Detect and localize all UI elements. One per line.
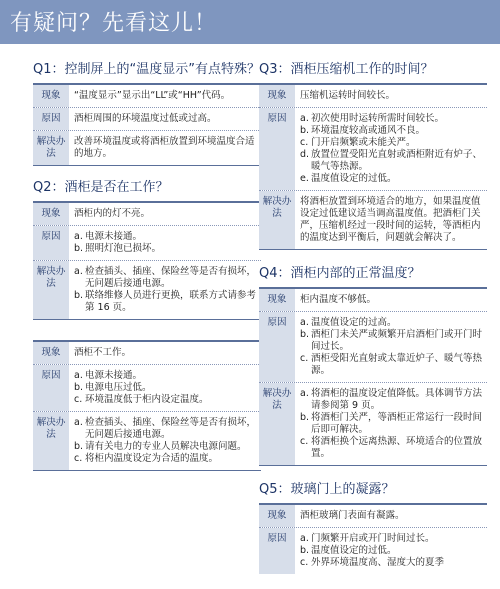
- q2-case2-cause-row: [33, 364, 261, 411]
- list-item: a. 将酒柜的温度设定值降低。具体调节方法请参阅第 9 页。: [300, 388, 483, 411]
- q4-causes: [295, 312, 487, 382]
- q4-solutions: [295, 383, 487, 465]
- left-column: [33, 62, 261, 471]
- q5-symptom-row: [259, 505, 487, 527]
- q2-title: Q2：酒柜是否在工作？: [33, 180, 169, 195]
- q2-case2-symptom: 酒柜不工作。: [74, 347, 132, 358]
- q3-symptom-row: [259, 85, 487, 107]
- page-title: 有疑问？先看这儿！: [10, 11, 218, 36]
- list-item: b. 联络维修人员进行更换，联系方式请参考第 16 页。: [74, 290, 257, 313]
- symptom-label: 现象: [259, 85, 295, 107]
- list-item: b. 酒柜门未关严或频繁开启酒柜门或开门时间过长。: [300, 329, 483, 352]
- q4-solution-row: [259, 382, 487, 465]
- q2-case1-cause-row: [33, 225, 261, 260]
- list-item: c. 将酒柜换个远离热源、环境适合的位置放置。: [300, 436, 483, 459]
- q1-title: Q1：控制屏上的“温度显示”有点特殊？: [33, 62, 260, 77]
- q3-solution: 将酒柜放置到环境适合的地方，如果温度值设定过低建议适当调高温度值。把酒柜门关严，压缩机经过一段时间的运转，等酒柜内的温度达到平衡后，问题就会解决了。: [300, 196, 481, 243]
- symptom-label: 现象: [259, 505, 295, 527]
- list-item: d. 放置位置受阳光直射或酒柜附近有炉子、暖气等热源。: [300, 149, 483, 172]
- list-item: a. 检查插头、插座、保险丝等是否有损坏，无问题后接通电源。: [74, 266, 257, 289]
- cause-label: 原因: [33, 226, 69, 260]
- q4-cause-row: [259, 311, 487, 382]
- cause-label: 原因: [33, 365, 69, 411]
- list-item: b. 温度值设定的过低。: [300, 545, 397, 556]
- list-item: c. 酒柜受阳光直射或太靠近炉子、暖气等热源。: [300, 353, 483, 376]
- list-item: b. 请有关电力的专业人员解决电源问题。: [74, 441, 247, 452]
- q1-solution: 改善环境温度或将酒柜放置到环境温度合适的地方。: [74, 136, 255, 159]
- q3-symptom: 压缩机运转时间较长。: [300, 90, 396, 101]
- list-item: e. 温度值设定的过低。: [300, 173, 397, 184]
- list-item: b. 环境温度较高或通风不良。: [300, 125, 426, 136]
- list-item: b. 照明灯泡已损坏。: [74, 243, 162, 254]
- cause-label: 原因: [259, 108, 295, 190]
- cause-label: 原因: [33, 108, 69, 130]
- q3-title: Q3：酒柜压缩机工作的时间？: [259, 62, 434, 77]
- q1-symptom: “温度显示”显示出“LL”或“HH”代码。: [74, 90, 231, 101]
- q4-title: Q4：酒柜内部的正常温度？: [259, 266, 421, 281]
- q4-symptom-row: [259, 289, 487, 311]
- list-item: a. 电源未接通。: [74, 231, 143, 242]
- cause-label: 原因: [259, 528, 295, 574]
- q3-causes: [295, 108, 487, 190]
- q1-cause-row: [33, 107, 261, 130]
- q5-symptom: 酒柜玻璃门表面有凝露。: [300, 510, 405, 521]
- q4-symptom: 柜内温度不够低。: [300, 294, 377, 305]
- q5-cause-row: [259, 527, 487, 574]
- q1-symptom-row: [33, 85, 261, 107]
- q3-solution-row: [259, 190, 487, 249]
- header-banner: [0, 0, 500, 44]
- q5-table: [259, 503, 487, 574]
- list-item: c. 环境温度低于柜内设定温度。: [74, 394, 209, 405]
- symptom-label: 现象: [33, 85, 69, 107]
- q2-case1-solutions: [69, 261, 261, 319]
- list-item: b. 将酒柜门关严，等酒柜正常运行一段时间后即可解决。: [300, 412, 483, 435]
- list-item: a. 温度值设定的过高。: [300, 317, 397, 328]
- q2-case1-table: [33, 201, 261, 320]
- q3-table: [259, 83, 487, 250]
- q2-case1-causes: [69, 226, 261, 260]
- list-item: c. 门开启频繁或未能关严。: [300, 137, 416, 148]
- symptom-label: 现象: [33, 342, 69, 364]
- solution-label: 解决办法: [259, 191, 295, 249]
- list-item: b. 电源电压过低。: [74, 382, 152, 393]
- list-item: a. 检查插头、插座、保险丝等是否有损坏，无问题后接通电源。: [74, 417, 257, 440]
- q5-title: Q5：玻璃门上的凝露？: [259, 482, 395, 497]
- q1-cause: 酒柜周围的环境温度过低或过高。: [74, 113, 217, 124]
- q1-solution-row: [33, 130, 261, 165]
- list-item: a. 电源未接通。: [74, 370, 143, 381]
- symptom-label: 现象: [259, 289, 295, 311]
- q2-case2-symptom-row: [33, 342, 261, 364]
- cause-label: 原因: [259, 312, 295, 382]
- q2-case2-solution-row: [33, 411, 261, 470]
- q2-case2-table: [33, 340, 261, 471]
- q2-case2-causes: [69, 365, 261, 411]
- q2-case1-symptom-row: [33, 203, 261, 225]
- solution-label: 解决办法: [33, 131, 69, 165]
- right-column: [259, 62, 487, 574]
- solution-label: 解决办法: [33, 261, 69, 319]
- q2-case2-solutions: [69, 412, 261, 470]
- q2-case1-symptom: 酒柜内的灯不亮。: [74, 208, 151, 219]
- list-item: c. 外界环境温度高、湿度大的夏季: [300, 557, 445, 568]
- q4-table: [259, 287, 487, 466]
- symptom-label: 现象: [33, 203, 69, 225]
- list-item: a. 门频繁开启或开门时间过长。: [300, 533, 435, 544]
- q3-cause-row: [259, 107, 487, 190]
- solution-label: 解决办法: [33, 412, 69, 470]
- solution-label: 解决办法: [259, 383, 295, 465]
- q1-table: [33, 83, 261, 166]
- q5-causes: [295, 528, 487, 574]
- list-item: a. 初次使用时运转所需时间较长。: [300, 113, 445, 124]
- list-item: c. 将柜内温度设定为合适的温度。: [74, 453, 219, 464]
- q2-case1-solution-row: [33, 260, 261, 319]
